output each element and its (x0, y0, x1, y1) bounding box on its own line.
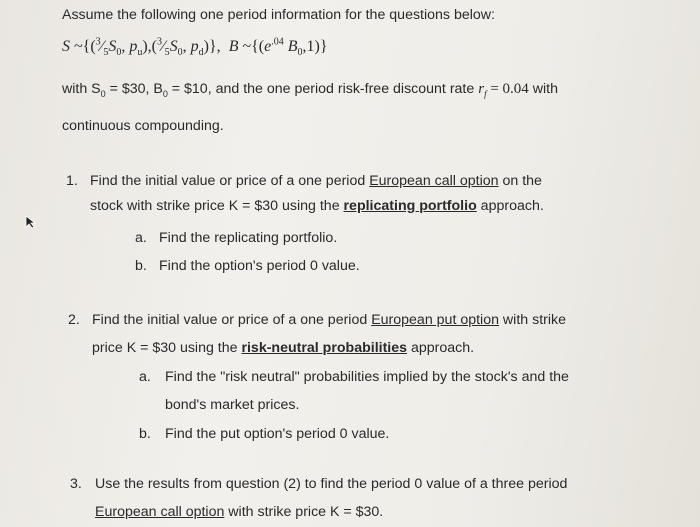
rate-value: = 0.04 (486, 81, 529, 97)
bond-distribution: B $\sim\{(e^{.04}$ $B_0,1$)} (228, 37, 328, 59)
q1a-text: Find the replicating portfolio. (159, 230, 338, 246)
question-2b (139, 425, 389, 443)
q1b-text: Find the option's period 0 value. (159, 258, 360, 274)
given-b-sub: 0 (162, 88, 168, 99)
intro-text: Assume the following one period information for the questions below: (62, 7, 495, 23)
q2-term-put: European put option (371, 312, 499, 328)
question-1-number: 1. (66, 173, 78, 189)
question-2-line-2 (92, 339, 474, 357)
q2-text-a: Find the initial value or price of a one period (92, 312, 372, 328)
question-3-line-1 (70, 475, 567, 493)
given-s-label: with S (62, 81, 101, 97)
question-1a (135, 229, 337, 247)
q2a-text: Find the "risk neutral" probabilities implied by the stock's and the (165, 369, 569, 385)
q1-text-a: Find the initial value or price of a one period (90, 173, 370, 189)
q1-text-b: on the (498, 173, 542, 189)
question-1-line-2 (90, 197, 544, 215)
rate-sub: f (484, 89, 487, 99)
q1a-label: a. (135, 230, 147, 246)
mouse-pointer-icon (25, 215, 37, 229)
q2b-label: b. (139, 426, 151, 442)
stock-distribution: S $\sim\{(^3⁄_5S_0$, $p_u),(^3⁄_5S_0$, $p_d$)}, (62, 37, 221, 59)
question-1b (135, 257, 360, 275)
q2-text-b: with strike (498, 312, 566, 328)
given-line-2: continuous compounding. (62, 118, 224, 134)
question-2a-cont: bond's market prices. (165, 397, 300, 413)
q2-text-d: approach. (407, 340, 475, 356)
q3-text-b: with strike price K = $30. (224, 504, 384, 520)
q1b-label: b. (135, 258, 147, 274)
question-2-number: 2. (68, 312, 80, 328)
question-2a (139, 368, 569, 386)
given-b-label: = $30, B (105, 81, 163, 97)
q1-term-replicating: replicating portfolio (343, 198, 477, 214)
rate-symbol: r (478, 81, 485, 97)
question-3-number: 3. (70, 476, 82, 492)
q2a-label: a. (139, 369, 151, 385)
q2-text-c: price K = $30 using the (92, 340, 242, 356)
question-2-line-1 (68, 311, 566, 329)
q2-term-risk-neutral: risk-neutral probabilities (241, 340, 408, 356)
given-s-sub: 0 (100, 88, 106, 99)
given-rate-text: = $10, and the one period risk-free discount rate (167, 81, 479, 97)
q1-text-d: approach. (476, 198, 544, 214)
distribution-formula (62, 34, 328, 63)
q1-term-call: European call option (369, 173, 499, 189)
q1-text-c: stock with strike price K = $30 using the (90, 198, 344, 214)
given-end: with (528, 81, 558, 97)
question-1-line-1 (66, 172, 542, 190)
q2b-text: Find the put option's period 0 value. (165, 426, 390, 442)
given-values (62, 80, 558, 103)
q3-term-call: European call option (95, 504, 225, 520)
q3-text-a: Use the results from question (2) to find the period 0 value of a three period (95, 476, 568, 492)
question-3-line-2 (95, 503, 383, 521)
